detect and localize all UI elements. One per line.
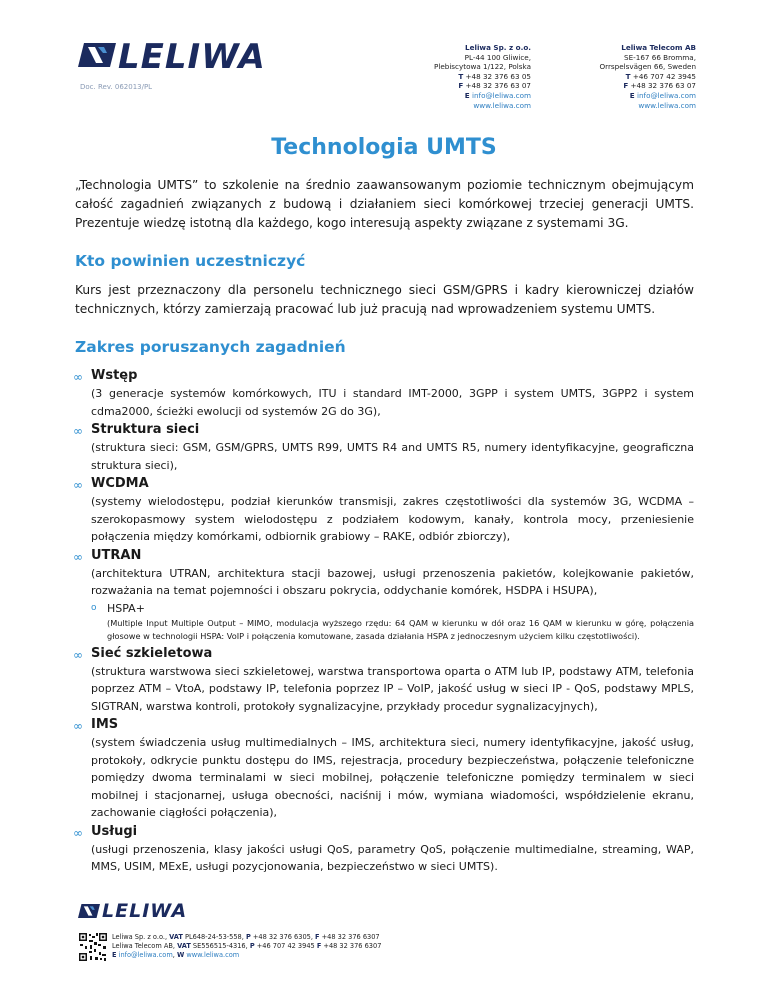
leliwa-logo-icon	[78, 43, 116, 67]
list-item	[75, 716, 694, 822]
office-fax: F +48 32 376 63 07	[623, 81, 696, 91]
topic-description: (3 generacje systemów komórkowych, ITU i standard IMT-2000, 3GPP i system UMTS, 3GPP2 i system cdma2000, ścieżki ewolucji od systemów 2G do 3G),	[91, 387, 694, 418]
office-name: Leliwa Telecom AB	[621, 43, 696, 52]
page-header	[0, 0, 768, 120]
document-revision: Doc. Rev. 062013/PL	[80, 83, 153, 91]
qr-code-icon	[78, 932, 108, 962]
section-heading-audience: Kto powinien uczestniczyć	[75, 252, 306, 270]
topic-title: UTRAN	[91, 547, 142, 563]
email-link[interactable]: info@leliwa.com	[116, 951, 173, 959]
topic-title: Sieć szkieletowa	[91, 645, 213, 661]
section-heading-topics: Zakres poruszanych zagadnień	[75, 338, 346, 356]
topic-description: (struktura sieci: GSM, GSM/GPRS, UMTS R99, UMTS R4 and UMTS R5, numery identyfikacyjne, geograficzna struktura sieci),	[91, 441, 694, 472]
infinity-bullet-icon: ∞	[73, 478, 83, 492]
list-item	[75, 475, 694, 546]
office-address-line: SE-167 66 Bromma,	[624, 52, 696, 62]
email-link[interactable]: info@leliwa.com	[637, 90, 696, 100]
logo-wordmark: LELIWA	[102, 900, 188, 922]
topic-title: WCDMA	[91, 476, 149, 491]
circle-bullet-icon: o	[91, 602, 97, 613]
list-item	[75, 823, 694, 876]
footer-company-info	[112, 933, 381, 960]
website-link[interactable]: www.leliwa.com	[184, 951, 240, 959]
office-address-line: Orrspelsvägen 66, Sweden	[599, 62, 696, 72]
page-footer	[0, 895, 768, 994]
topic-title: Wstęp	[91, 368, 138, 383]
logo-wordmark: LELIWA	[118, 37, 266, 77]
audience-paragraph: Kurs jest przeznaczony dla personelu technicznego sieci GSM/GPRS i kadry kierowniczej działów technicznych, którzy zamierzają pracować lub już pracują nad wprowadzeniem systemu UMTS.	[75, 283, 694, 316]
list-item	[75, 421, 694, 474]
topic-title: IMS	[91, 717, 119, 733]
infinity-bullet-icon: ∞	[73, 370, 83, 384]
main-content	[75, 176, 694, 877]
footer-line-sweden: Leliwa Telecom AB, VAT SE556515-4316, P +46 707 42 3945 F +48 32 376 6307	[112, 942, 382, 950]
topic-title: Usługi	[91, 823, 138, 839]
office-address-sweden	[599, 43, 696, 110]
infinity-bullet-icon: ∞	[73, 424, 83, 438]
footer-logo	[78, 900, 188, 922]
leliwa-logo-icon	[78, 904, 100, 918]
office-name: Leliwa Sp. z o.o.	[465, 43, 531, 52]
topic-description: (architektura UTRAN, architektura stacji bazowej, usługi przenoszenia pakietów, kolejkowanie pakietów, rozważania na temat pojemności i obszaru pokrycia, oddychanie komórek, HSDPA i HSUPA),	[91, 566, 694, 597]
topic-title: Struktura sieci	[91, 422, 200, 437]
sub-topic-title: HSPA+	[107, 601, 145, 615]
email-link[interactable]: info@leliwa.com	[472, 90, 531, 100]
topic-description: (system świadczenia usług multimedialnych – IMS, architektura sieci, numery identyfikacyjne, jakość usług, protokoły, odkrycie punktu dostępu do IMS, rejestracja, procedury bezpieczeństwa, połączenie telefoniczne pomiędzy dwoma terminalami w sieci mobilnej, połączenie telefoniczne pomiędzy terminalem w sieci mobilnej i stacjonarnej, usługa obecności, naciśnij i mów, wymiana wiadomości, współdzielenie ekranu, zachowanie ciągłości połączenia),	[91, 736, 694, 820]
topic-description: (systemy wielodostępu, podział kierunków transmisji, zakres częstotliwości dla systemów 3G, WCDMA – szerokopasmowy system wielodostępu z podziałem kodowym, kanały, kontrola mocy, przeniesienie połączenia między komórkami, odbiornik grabiowy – RAKE, odbiór zbiorczy),	[91, 495, 694, 543]
website-link[interactable]: www.leliwa.com	[473, 100, 531, 110]
infinity-bullet-icon: ∞	[73, 549, 83, 564]
office-phone: T +48 32 376 63 05	[458, 71, 531, 81]
list-item	[75, 645, 694, 716]
list-item	[75, 547, 694, 644]
topics-list	[75, 367, 694, 876]
intro-paragraph: „Technologia UMTS” to szkolenie na średnio zaawansowanym poziomie technicznym obejmującym całość zagadnień związanych z budową i działaniem sieci komórkowej trzeciej generacji UMTS. Prezentuje wiedzę istotną dla każdego, kogo interesują aspekty związane z systemami 3G.	[75, 178, 694, 230]
website-link[interactable]: www.leliwa.com	[638, 100, 696, 110]
infinity-bullet-icon: ∞	[73, 647, 83, 662]
office-address-line: Plebiscytowa 1/122, Polska	[434, 62, 531, 72]
office-fax: F +48 32 376 63 07	[458, 81, 531, 91]
infinity-bullet-icon: ∞	[73, 825, 83, 840]
sub-topic-description: (Multiple Input Multiple Output – MIMO, modulacja wyższego rzędu: 64 QAM w kierunku w dół oraz 16 QAM w kierunku w górę, połączenia głosowe w technologii HSPA: VoIP i połączenia komutowane, zasada działania HSPA z jednoczesnym użyciem kilku częstotliwości).	[107, 617, 694, 642]
sub-list-item	[91, 600, 694, 644]
list-item	[75, 367, 694, 420]
topic-description: (usługi przenoszenia, klasy jakości usługi QoS, parametry QoS, połączenie multimedialne, streaming, WAP, MMS, USIM, MExE, usługi pozycjonowania, bezpieczeństwo w sieci UMTS).	[91, 842, 694, 874]
topic-description: (struktura warstwowa sieci szkieletowej, warstwa transportowa oparta o ATM lub IP, podstawy ATM, telefonia poprzez ATM – VtoA, podstawy IP, telefonia poprzez IP – VoIP, jakość usług w sieci IP - QoS, podstawy MPLS, SIGTRAN, warstwa kontroli, protokoły sygnalizacyjne, przykłady procedur sygnalizacyjnych),	[91, 664, 694, 713]
office-address-line: PL-44 100 Gliwice,	[464, 52, 531, 62]
office-email: E info@leliwa.com	[629, 90, 696, 100]
office-email: E info@leliwa.com	[464, 90, 531, 100]
footer-line-poland: Leliwa Sp. z o.o., VAT PL648-24-53-558, P +48 32 376 6305, F +48 32 376 6307	[112, 933, 380, 941]
office-address-poland	[434, 43, 531, 110]
page-title: Technologia UMTS	[271, 135, 497, 160]
footer-line-contact: E info@leliwa.com, W www.leliwa.com	[112, 951, 240, 959]
infinity-bullet-icon: ∞	[73, 719, 83, 734]
office-phone: T +46 707 42 3945	[625, 71, 696, 81]
